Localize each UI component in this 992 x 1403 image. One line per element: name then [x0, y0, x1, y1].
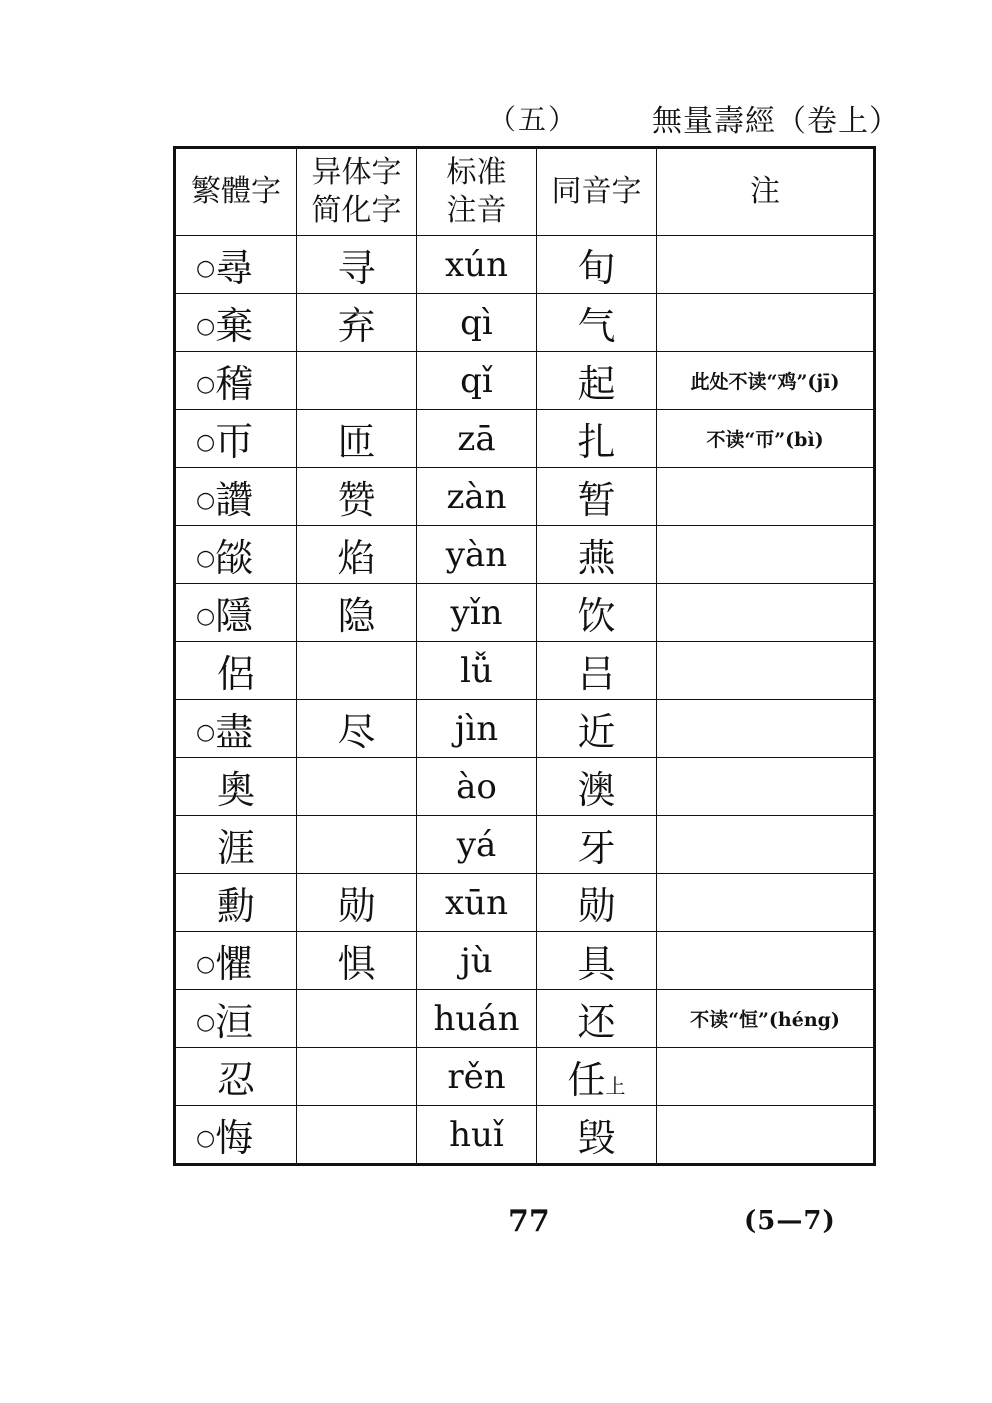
table-row	[175, 468, 875, 526]
homophone-char: 近	[577, 710, 616, 754]
circle-marker: ○	[196, 1126, 216, 1151]
pinyin-cell: qì	[417, 294, 537, 352]
homophone-cell	[537, 642, 657, 700]
note-cell: 此处不读“鸡”(jī)	[657, 352, 875, 410]
circle-marker: ○	[196, 430, 216, 455]
pinyin-cell: xún	[417, 236, 537, 294]
pronunciation-table	[173, 146, 876, 1166]
traditional-cell	[175, 700, 297, 758]
circle-marker: ○	[196, 546, 216, 571]
homophone-cell	[537, 932, 657, 990]
table-row	[175, 294, 875, 352]
homophone-char: 还	[577, 1000, 616, 1044]
pinyin-cell: huán	[417, 990, 537, 1048]
traditional-char: 悔	[215, 1116, 254, 1160]
traditional-char: 棄	[215, 304, 254, 348]
homophone-char: 旬	[577, 246, 616, 290]
col-standard-pinyin: 标准 注音	[417, 148, 537, 236]
section-code: (5—7)	[744, 1206, 836, 1236]
traditional-char: 奧	[216, 768, 255, 812]
simplified-cell: 惧	[297, 932, 417, 990]
note-cell	[657, 816, 875, 874]
section-number: （五）	[488, 103, 579, 136]
simplified-cell	[297, 990, 417, 1048]
traditional-cell	[175, 584, 297, 642]
homophone-char: 具	[577, 942, 616, 986]
pinyin-cell: lǚ	[417, 642, 537, 700]
note-cell	[657, 294, 875, 352]
simplified-cell: 尽	[297, 700, 417, 758]
note-cell	[657, 584, 875, 642]
pinyin-cell: rěn	[417, 1048, 537, 1106]
simplified-cell: 赞	[297, 468, 417, 526]
note-cell: 不读“帀”(bì)	[657, 410, 875, 468]
homophone-char: 起	[577, 362, 616, 406]
traditional-cell	[175, 932, 297, 990]
pinyin-cell: yàn	[417, 526, 537, 584]
homophone-char: 澳	[577, 768, 616, 812]
homophone-cell	[537, 526, 657, 584]
simplified-cell	[297, 816, 417, 874]
homophone-char: 吕	[577, 652, 616, 696]
table-row	[175, 758, 875, 816]
homophone-char: 牙	[577, 826, 616, 870]
traditional-char: 懼	[215, 942, 254, 986]
pinyin-cell: zàn	[417, 468, 537, 526]
simplified-cell: 焰	[297, 526, 417, 584]
table-row	[175, 874, 875, 932]
traditional-char: 隱	[215, 594, 254, 638]
pinyin-cell: jìn	[417, 700, 537, 758]
homophone-char: 任	[567, 1058, 606, 1102]
col-traditional: 繁體字	[175, 148, 297, 236]
table-row	[175, 1106, 875, 1165]
circle-marker: ○	[196, 604, 216, 629]
traditional-cell	[175, 642, 297, 700]
circle-marker: ○	[196, 314, 216, 339]
table-row	[175, 642, 875, 700]
simplified-cell	[297, 642, 417, 700]
traditional-cell	[175, 990, 297, 1048]
homophone-cell	[537, 1048, 657, 1106]
pinyin-cell: zā	[417, 410, 537, 468]
note-cell: 不读“恒”(héng)	[657, 990, 875, 1048]
circle-marker: ○	[196, 952, 216, 977]
table-row	[175, 584, 875, 642]
table-header-row	[175, 148, 875, 236]
col-homophone: 同音字	[537, 148, 657, 236]
simplified-cell: 寻	[297, 236, 417, 294]
traditional-char: 侶	[216, 652, 255, 696]
table-row	[175, 700, 875, 758]
traditional-cell	[175, 294, 297, 352]
simplified-cell	[297, 758, 417, 816]
table-row	[175, 236, 875, 294]
simplified-cell: 弃	[297, 294, 417, 352]
traditional-char: 盡	[215, 710, 254, 754]
circle-marker: ○	[196, 256, 216, 281]
traditional-cell	[175, 758, 297, 816]
homophone-cell	[537, 352, 657, 410]
traditional-char: 涯	[216, 826, 255, 870]
homophone-char: 暂	[577, 478, 616, 522]
homophone-cell	[537, 468, 657, 526]
traditional-char: 讚	[215, 478, 254, 522]
simplified-cell	[297, 1048, 417, 1106]
traditional-char: 燄	[215, 536, 254, 580]
simplified-cell	[297, 1106, 417, 1165]
traditional-char: 洹	[215, 1000, 254, 1044]
homophone-cell	[537, 758, 657, 816]
table-row	[175, 410, 875, 468]
traditional-cell	[175, 1106, 297, 1165]
note-cell	[657, 526, 875, 584]
traditional-char: 勳	[216, 884, 255, 928]
traditional-cell	[175, 526, 297, 584]
table-row	[175, 816, 875, 874]
homophone-char: 勋	[577, 884, 616, 928]
page-number: 77	[508, 1204, 550, 1239]
note-cell	[657, 1048, 875, 1106]
table-row	[175, 526, 875, 584]
traditional-char: 尋	[215, 246, 254, 290]
note-cell	[657, 1106, 875, 1165]
pinyin-cell: huǐ	[417, 1106, 537, 1165]
homophone-cell	[537, 294, 657, 352]
homophone-cell	[537, 874, 657, 932]
tone-subscript: 上	[605, 1074, 626, 1098]
traditional-cell	[175, 1048, 297, 1106]
col-note: 注	[657, 148, 875, 236]
circle-marker: ○	[196, 488, 216, 513]
homophone-cell	[537, 236, 657, 294]
homophone-cell	[537, 700, 657, 758]
homophone-cell	[537, 990, 657, 1048]
traditional-char: 帀	[215, 420, 254, 464]
traditional-cell	[175, 410, 297, 468]
homophone-cell	[537, 816, 657, 874]
traditional-cell	[175, 236, 297, 294]
simplified-cell: 匝	[297, 410, 417, 468]
table-row	[175, 990, 875, 1048]
pinyin-cell: qǐ	[417, 352, 537, 410]
table-row	[175, 352, 875, 410]
note-cell	[657, 874, 875, 932]
traditional-cell	[175, 874, 297, 932]
homophone-char: 燕	[577, 536, 616, 580]
circle-marker: ○	[196, 720, 216, 745]
homophone-cell	[537, 584, 657, 642]
note-cell	[657, 758, 875, 816]
note-cell	[657, 236, 875, 294]
homophone-char: 毁	[577, 1116, 616, 1160]
homophone-cell	[537, 1106, 657, 1165]
traditional-cell	[175, 468, 297, 526]
traditional-char: 稽	[215, 362, 254, 406]
homophone-char: 气	[577, 304, 616, 348]
table-row	[175, 1048, 875, 1106]
simplified-cell: 勋	[297, 874, 417, 932]
simplified-cell: 隐	[297, 584, 417, 642]
note-cell	[657, 700, 875, 758]
homophone-char: 扎	[577, 420, 616, 464]
traditional-char: 忍	[216, 1058, 255, 1102]
pinyin-cell: ào	[417, 758, 537, 816]
homophone-cell	[537, 410, 657, 468]
homophone-char: 饮	[577, 594, 616, 638]
note-cell	[657, 932, 875, 990]
pinyin-cell: jù	[417, 932, 537, 990]
pinyin-cell: yá	[417, 816, 537, 874]
traditional-cell	[175, 352, 297, 410]
note-cell	[657, 642, 875, 700]
circle-marker: ○	[196, 372, 216, 397]
note-cell	[657, 468, 875, 526]
simplified-cell	[297, 352, 417, 410]
circle-marker: ○	[196, 1010, 216, 1035]
pinyin-cell: xūn	[417, 874, 537, 932]
table-row	[175, 932, 875, 990]
col-variant-simplified: 异体字 简化字	[297, 148, 417, 236]
pinyin-cell: yǐn	[417, 584, 537, 642]
traditional-cell	[175, 816, 297, 874]
page-title: 無量壽經（卷上）	[652, 104, 900, 139]
